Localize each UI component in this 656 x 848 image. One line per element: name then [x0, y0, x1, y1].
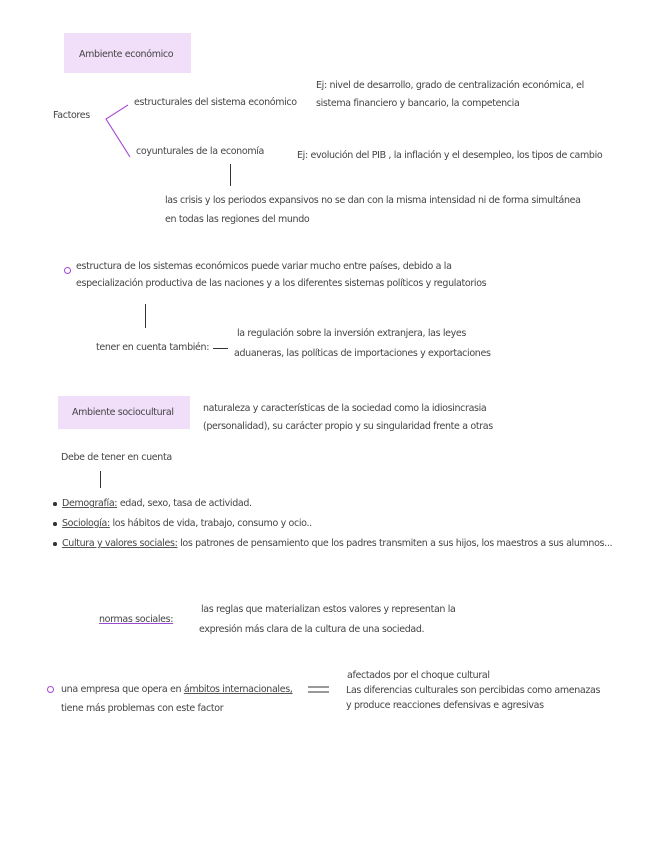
connector-line	[100, 471, 101, 488]
empresa-line-1	[61, 681, 292, 698]
coyunturales-example: Ej: evolución del PIB , la inflación y el desempleo, los tipos de cambio	[297, 150, 603, 161]
regulacion-text-1: la regulación sobre la inversión extranjera, las leyes	[237, 328, 467, 339]
regulacion-text-2: aduaneras, las políticas de importaciones y exportaciones	[234, 348, 491, 359]
circle-bullet-icon	[47, 686, 54, 693]
estructura-note-2: especialización productiva de las naciones y a los diferentes sistemas políticos y regulatorios	[76, 278, 487, 289]
choque-text-3: y produce reacciones defensivas e agresivas	[346, 700, 544, 711]
circle-bullet-icon	[64, 267, 71, 274]
bullet-icon	[53, 502, 57, 506]
normas-text-2: expresión más clara de la cultura de una sociedad.	[199, 624, 425, 635]
coyunturales-label: coyunturales de la economía	[136, 146, 264, 157]
estructura-note-1: estructura de los sistemas económicos puede variar mucho entre países, debido a la	[76, 261, 452, 272]
bracket-icon	[104, 103, 132, 159]
connector-line	[145, 304, 146, 328]
heading-ambiente-sociocultural: Ambiente sociocultural	[72, 407, 174, 418]
bullet-sociologia	[62, 515, 312, 532]
crisis-note-1: las crisis y los periodos expansivos no se dan con la misma intensidad ni de forma simultánea	[165, 195, 581, 206]
empresa-text: una empresa que opera en	[61, 684, 184, 695]
heading-ambiente-economico: Ambiente económico	[79, 49, 174, 60]
dash-line	[213, 348, 228, 349]
estructurales-example-2: sistema financiero y bancario, la competencia	[316, 98, 520, 109]
bullet-term: Demografía:	[62, 498, 118, 509]
equals-icon	[308, 686, 330, 694]
connector-line	[230, 164, 231, 186]
definicion-text-2: (personalidad), su carácter propio y su singularidad frente a otras	[203, 421, 493, 432]
debe-tener-label: Debe de tener en cuenta	[61, 452, 172, 463]
choque-text-2: Las diferencias culturales son percibidas como amenazas	[346, 685, 601, 696]
bullet-icon	[53, 522, 57, 526]
bullet-term: Sociología:	[62, 518, 110, 529]
bullet-demografia	[62, 495, 252, 512]
normas-text-1: las reglas que materializan estos valores y representan la	[201, 604, 456, 615]
estructurales-example-1: Ej: nivel de desarrollo, grado de centralización económica, el	[316, 80, 584, 91]
crisis-note-2: en todas las regiones del mundo	[165, 214, 310, 225]
bullet-text: los patrones de pensamiento que los padres transmiten a sus hijos, los maestros a sus alumnos...	[180, 538, 613, 549]
bullet-text: edad, sexo, tasa de actividad.	[119, 498, 252, 509]
bullet-cultura	[62, 535, 612, 552]
empresa-term: ámbitos internacionales,	[183, 684, 293, 695]
choque-text-1: afectados por el choque cultural	[347, 670, 490, 681]
normas-sociales-label: normas sociales:	[99, 614, 174, 625]
bullet-icon	[53, 542, 57, 546]
bullet-text: los hábitos de vida, trabajo, consumo y ocio..	[112, 518, 312, 529]
tener-en-cuenta-label: tener en cuenta también:	[96, 342, 210, 353]
bullet-term: Cultura y valores sociales:	[62, 538, 178, 549]
definicion-text-1: naturaleza y características de la sociedad como la idiosincrasia	[203, 403, 487, 414]
estructurales-label: estructurales del sistema económico	[134, 97, 297, 108]
factores-label: Factores	[53, 110, 90, 121]
empresa-line-2: tiene más problemas con este factor	[61, 703, 224, 714]
